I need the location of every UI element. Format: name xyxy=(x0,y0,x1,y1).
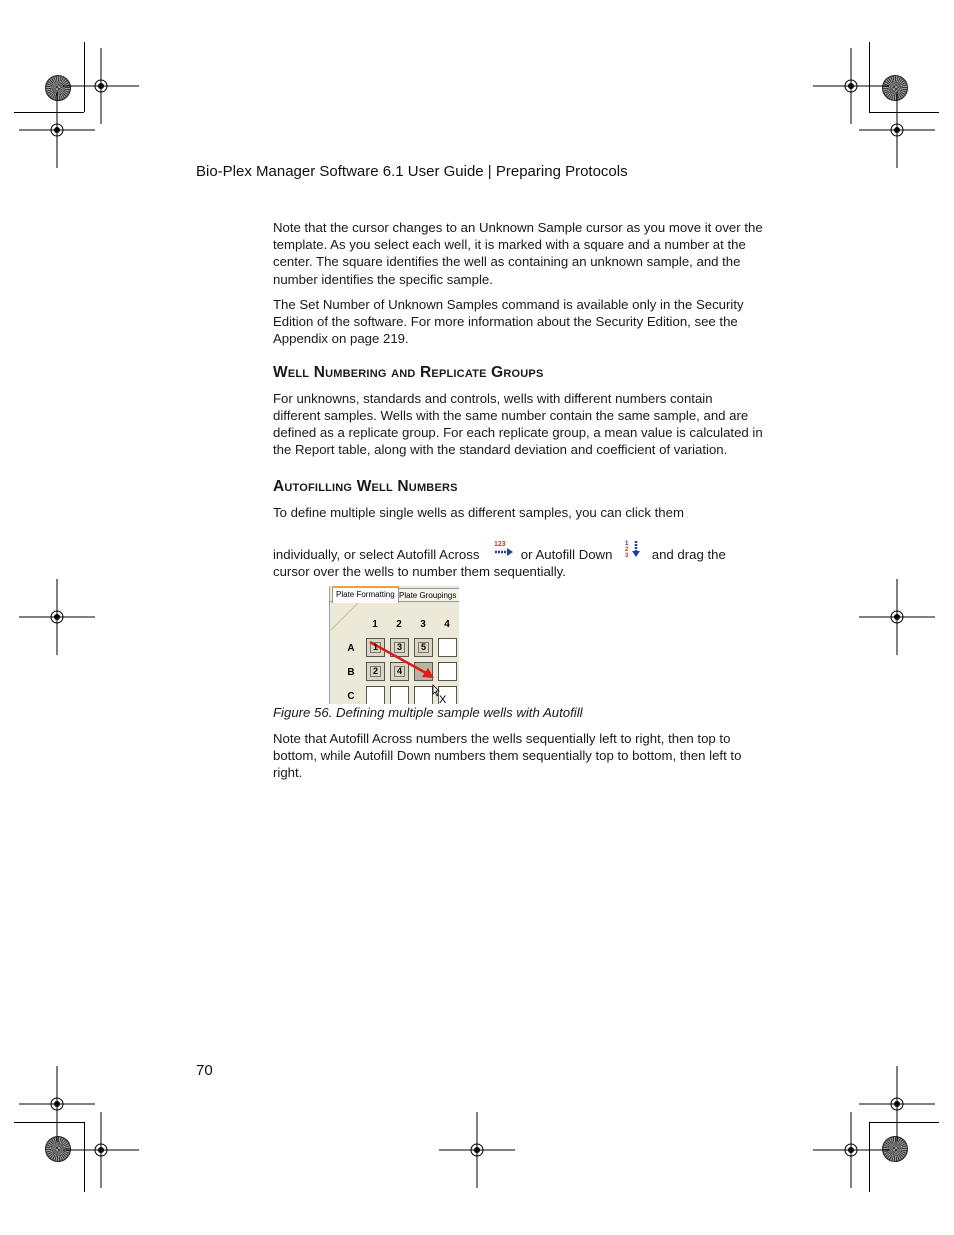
svg-text:2: 2 xyxy=(625,547,629,554)
section1-body: For unknowns, standards and controls, wells with different numbers contain different samples. Wells with the same number contain the same sample, and are defined as a replicate group. For each replicate group, a mean value is calculated in the Report table, along with the standard deviation and coefficient of variation. xyxy=(273,390,763,458)
section2-body xyxy=(273,504,763,581)
column-header: 4 xyxy=(444,619,450,631)
crop-line xyxy=(869,1122,939,1123)
section-heading-well-numbering: Well Numbering and Replicate Groups xyxy=(273,364,544,382)
tab-plate-formatting[interactable]: Plate Formatting xyxy=(332,586,399,603)
row-header: A xyxy=(347,643,355,655)
plate-well[interactable]: 2 xyxy=(366,662,385,681)
autofill-cursor-icon xyxy=(432,684,456,704)
running-header: Bio-Plex Manager Software 6.1 User Guide | Preparing Protocols xyxy=(196,163,628,180)
autofill-down-icon xyxy=(624,539,644,561)
column-header: 3 xyxy=(420,619,426,631)
section2-body-part1: individually, or select Autofill Across xyxy=(273,547,480,563)
closing-paragraph: Note that Autofill Across numbers the wells sequentially left to right, then top to bottom, while Autofill Down numbers them sequentially top to bottom, then left to right. xyxy=(273,730,742,781)
crop-line xyxy=(84,42,85,112)
page-content xyxy=(273,219,763,789)
crop-line xyxy=(869,42,870,112)
autofill-figure xyxy=(329,586,459,704)
column-header: 1 xyxy=(372,619,378,631)
crop-line xyxy=(84,1122,85,1192)
row-header: C xyxy=(347,691,355,703)
crop-line xyxy=(14,112,84,113)
svg-text:3: 3 xyxy=(625,553,629,560)
figure-caption: Figure 56. Defining multiple sample wells with Autofill xyxy=(273,705,583,721)
crop-line xyxy=(869,1122,870,1192)
plate-well[interactable]: 4 xyxy=(390,662,409,681)
section2-body-part2: or Autofill Down xyxy=(520,547,613,563)
tab-plate-groupings[interactable]: Plate Groupings xyxy=(395,588,459,602)
svg-text:X: X xyxy=(439,694,447,705)
svg-text:123: 123 xyxy=(494,541,506,549)
plate-well[interactable]: 3 xyxy=(390,638,409,657)
section2-body-line1: To define multiple single wells as different samples, you can click them xyxy=(273,504,684,520)
section-heading-autofilling: Autofilling Well Numbers xyxy=(273,478,458,496)
plate-well[interactable]: 5 xyxy=(414,638,433,657)
plate-well[interactable]: 1 xyxy=(366,638,385,657)
autofill-across-icon xyxy=(493,539,513,561)
section2-body-part3: and drag the cursor over the wells to number them sequentially. xyxy=(273,547,726,580)
page-number: 70 xyxy=(196,1062,213,1079)
svg-text:1: 1 xyxy=(625,541,629,548)
row-header: B xyxy=(347,667,355,679)
intro-paragraph-1: Note that the cursor changes to an Unknown Sample cursor as you move it over the template. As you select each well, it is marked with a square and a number at the center. The square identifies the well as containing an unknown sample, and the number identifies the specific sample. xyxy=(273,220,763,287)
column-header: 2 xyxy=(396,619,402,631)
plate-panel xyxy=(330,601,459,704)
crop-line xyxy=(14,1122,84,1123)
intro-paragraph-2: The Set Number of Unknown Samples command is available only in the Security Edition of the software. For more information about the Security Edition, see the Appendix on page 219. xyxy=(273,296,744,347)
crop-line xyxy=(869,112,939,113)
